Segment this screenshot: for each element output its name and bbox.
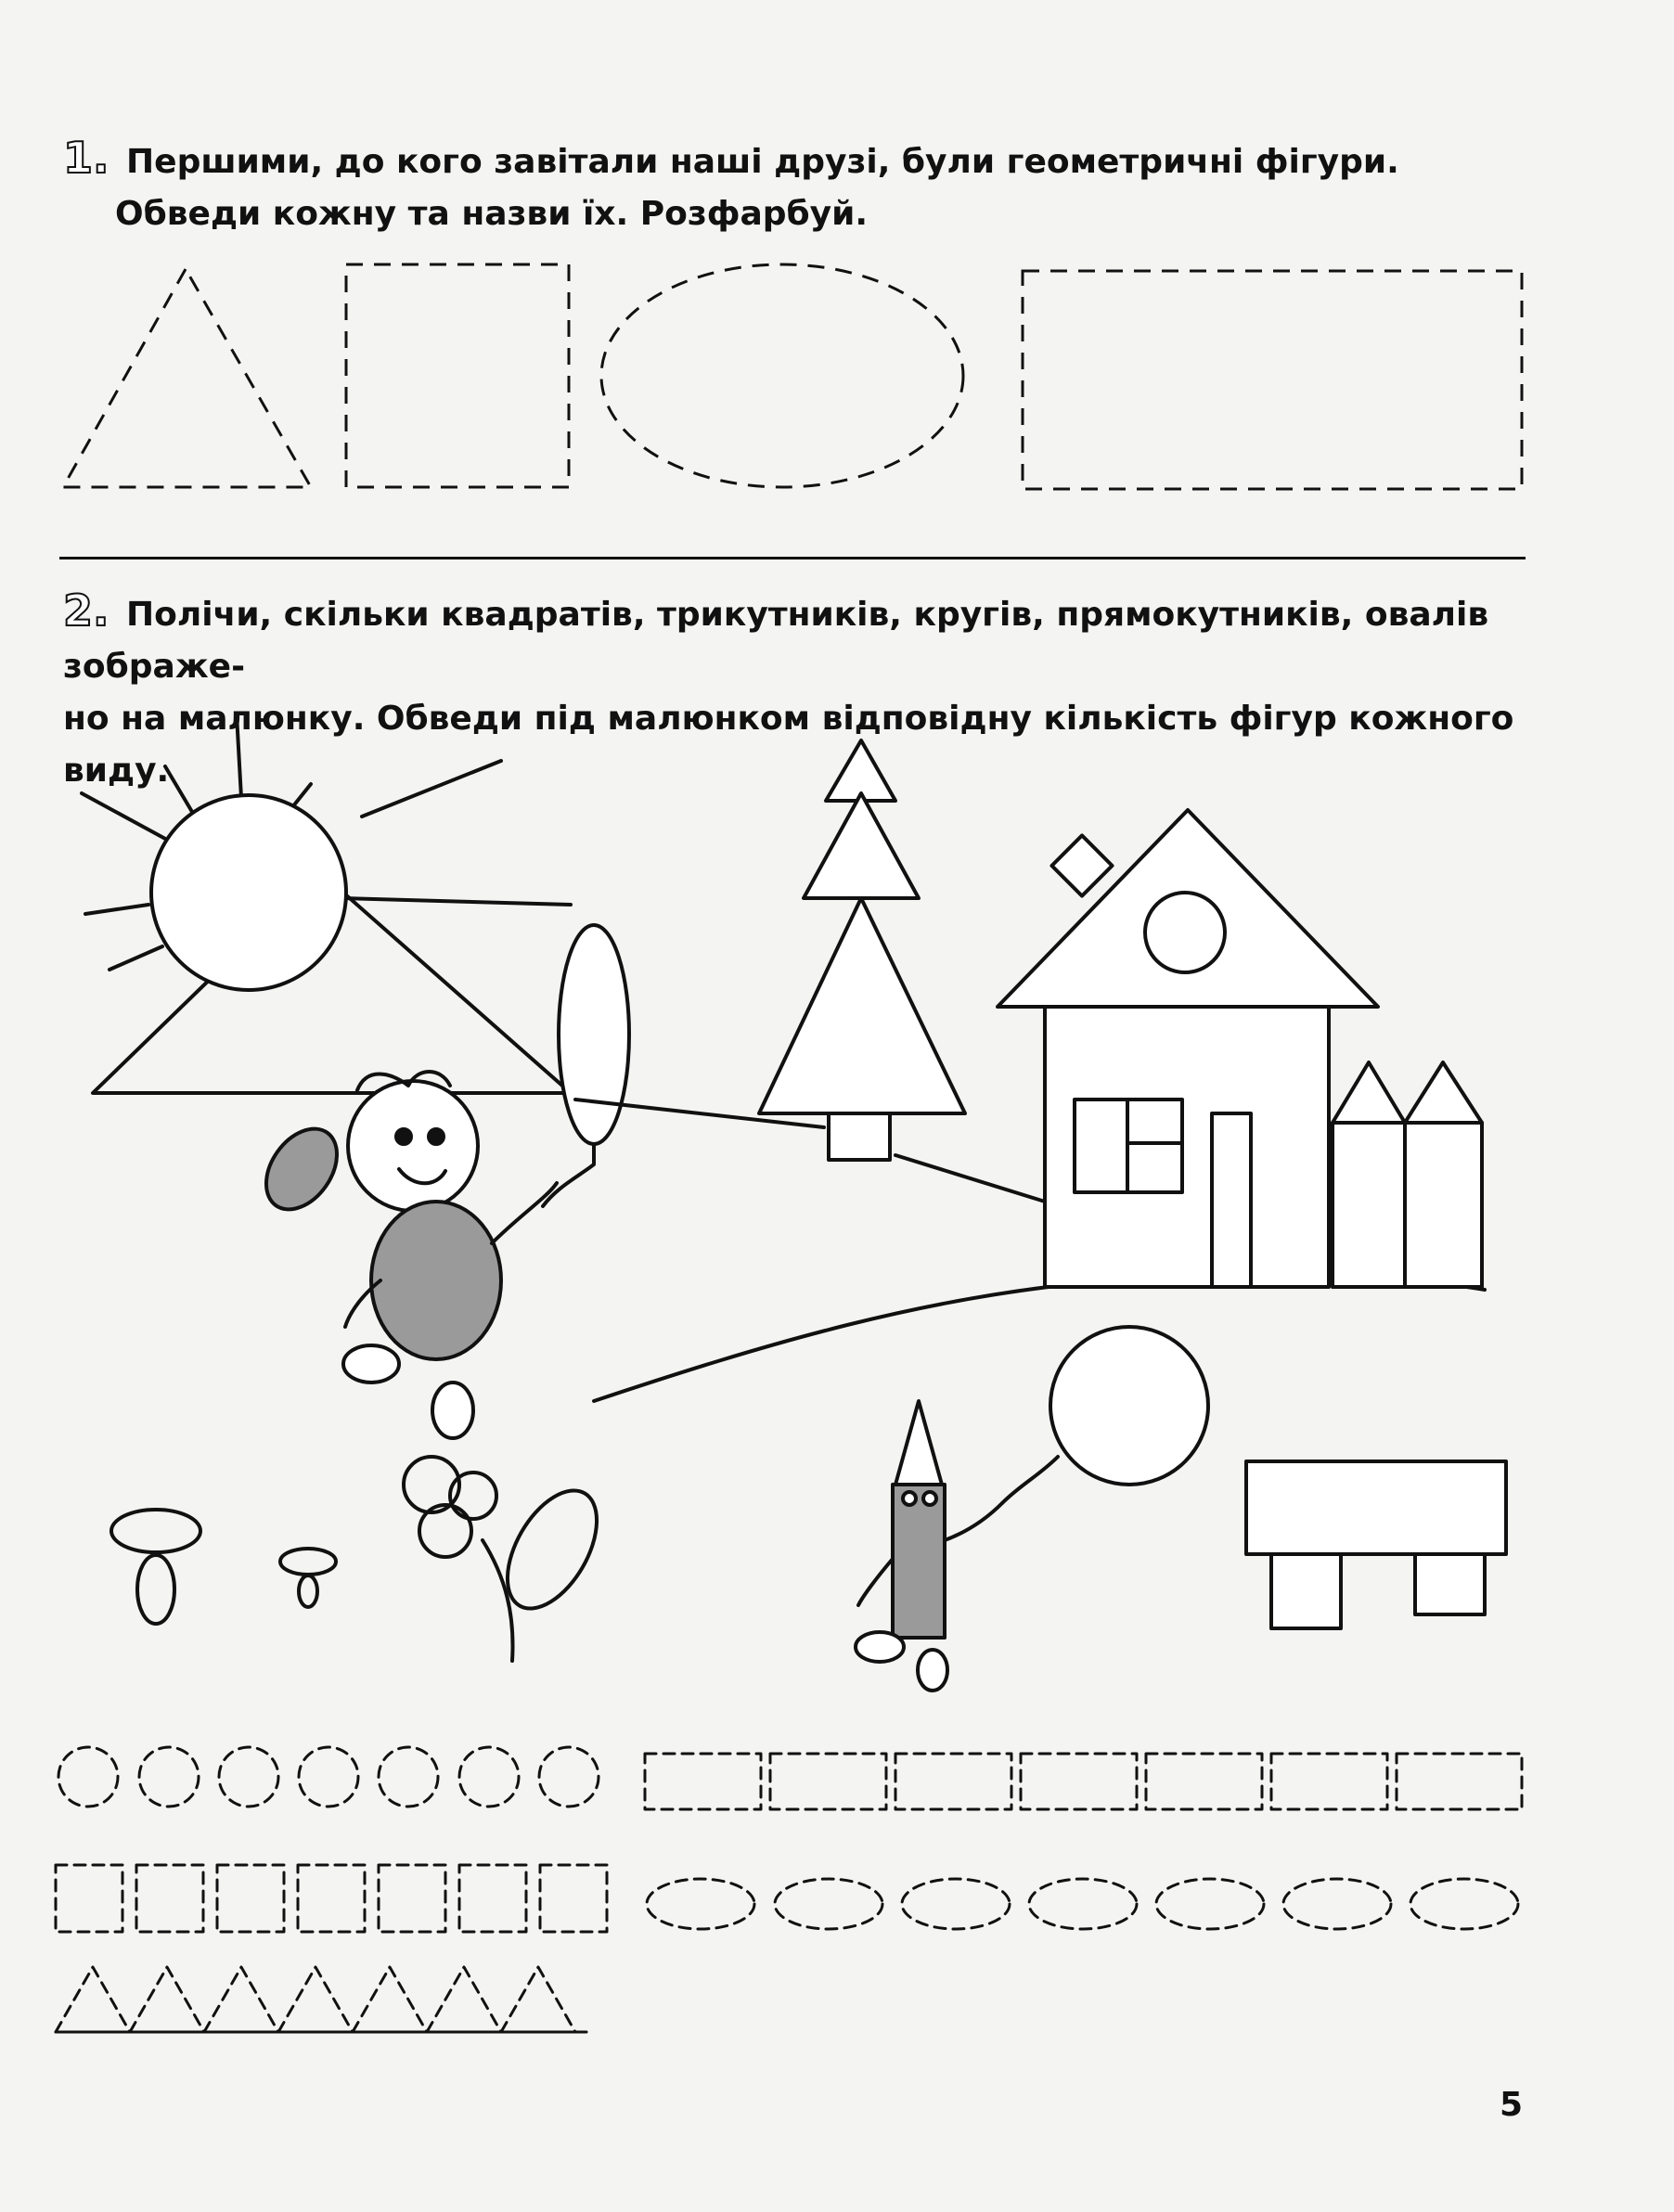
trace-circle[interactable] (139, 1747, 199, 1807)
tree-triangle-big (759, 898, 965, 1113)
trace-triangles-row (56, 1967, 594, 2032)
balloon-string (543, 1144, 594, 1206)
table (1246, 1461, 1506, 1628)
boy-eye (429, 1129, 444, 1144)
balloon-string (1002, 1457, 1058, 1503)
sun-ray (292, 784, 311, 807)
trace-squares-row (56, 1865, 607, 1932)
hill-line (594, 1277, 1485, 1401)
sun-ray (362, 761, 501, 817)
mushroom-small (280, 1549, 336, 1607)
table-leg (1415, 1554, 1485, 1614)
sun-ray (165, 766, 195, 817)
trace-oval[interactable] (1156, 1879, 1264, 1929)
trace-rectangle[interactable] (1146, 1754, 1262, 1809)
flower-circle (419, 1505, 471, 1557)
sun-ray (85, 905, 148, 914)
sun-ray (343, 898, 571, 905)
trace-square[interactable] (379, 1865, 445, 1932)
mushroom-cap (280, 1549, 336, 1575)
table-leg (1271, 1554, 1341, 1628)
trace-triangle[interactable] (427, 1967, 501, 2032)
sun-circle (151, 795, 346, 990)
mushroom-stem (137, 1555, 174, 1624)
sun-ray (82, 793, 167, 840)
boy-head (348, 1081, 478, 1211)
trace-circle[interactable] (379, 1747, 438, 1807)
trace-triangle[interactable] (353, 1967, 427, 2032)
trace-triangle[interactable] (204, 1967, 278, 2032)
trace-triangle[interactable] (130, 1967, 204, 2032)
trace-ovals-row (647, 1879, 1518, 1929)
trace-rectangle[interactable] (645, 1754, 761, 1809)
trace-rectangle[interactable] (1021, 1754, 1137, 1809)
house-chimney (1051, 835, 1112, 895)
task-1-number: 1. (63, 133, 109, 183)
ground-line (895, 1155, 1045, 1202)
tower-right (1405, 1123, 1482, 1287)
trace-circles-row (58, 1747, 599, 1807)
boy-ear (251, 1115, 351, 1222)
pencil-arm (858, 1559, 893, 1605)
sun (82, 714, 571, 1093)
balloon-circle (1050, 1327, 1208, 1485)
boy-foot (343, 1345, 399, 1382)
trace-rectangles-row (645, 1754, 1522, 1809)
house-round-window (1145, 893, 1225, 972)
flower (404, 1457, 615, 1661)
house-door (1212, 1113, 1251, 1287)
pencil-tip (895, 1401, 942, 1485)
tower-right-roof (1405, 1062, 1482, 1123)
pencil-arm (945, 1503, 1002, 1540)
trace-oval[interactable] (902, 1879, 1010, 1929)
trace-oval[interactable] (1029, 1879, 1137, 1929)
trace-square[interactable] (217, 1865, 284, 1932)
trace-rectangle[interactable] (770, 1754, 886, 1809)
pencil-illustration (856, 1401, 1002, 1691)
tree (759, 740, 965, 1160)
trace-triangle[interactable] (278, 1967, 353, 2032)
mushroom-large (111, 1510, 200, 1624)
trace-circle[interactable] (459, 1747, 519, 1807)
tower-left (1333, 1123, 1405, 1287)
trace-circle[interactable] (539, 1747, 599, 1807)
trace-square[interactable] (540, 1865, 607, 1932)
task-1-text-2: Обведи кожну та назви їх. Розфарбуй. (115, 195, 869, 233)
pencil-foot (918, 1650, 947, 1691)
pencil-foot (856, 1632, 904, 1662)
trace-triangle[interactable] (501, 1967, 575, 2032)
boy-body (371, 1202, 501, 1359)
task-2-text-1: Полічи, скільки квадратів, трикутників, кругів, прямокутників, овалів зображе- (63, 596, 1489, 686)
page-number: 5 (1500, 2086, 1524, 2124)
task-1-text-1: Першими, до кого завітали наші друзі, були геометричні фігури. (126, 143, 1399, 181)
trace-oval[interactable] (775, 1879, 882, 1929)
trace-circle[interactable] (58, 1747, 118, 1807)
trace-rectangle[interactable] (895, 1754, 1011, 1809)
boy-arm (492, 1183, 557, 1243)
table-top (1246, 1461, 1506, 1554)
tree-triangle-mid (804, 793, 919, 898)
mushroom-cap (111, 1510, 200, 1552)
boy-eye (396, 1129, 411, 1144)
balloon-oval (559, 925, 629, 1144)
pencil-eye (903, 1492, 916, 1505)
trace-square[interactable] (56, 1865, 122, 1932)
flower-stem (483, 1540, 513, 1661)
trace-rectangle[interactable] (1397, 1754, 1522, 1809)
mushroom-stem (299, 1575, 317, 1607)
pencil-body (893, 1485, 945, 1638)
trace-square[interactable] (298, 1865, 365, 1932)
sun-ray (237, 714, 241, 798)
trace-oval[interactable] (1410, 1879, 1518, 1929)
house (998, 810, 1482, 1287)
pencil-eye (923, 1492, 936, 1505)
trace-oval[interactable] (647, 1879, 754, 1929)
task-2-text-2: но на малюнку. Обведи під малюнком відповідну кількість фігур кожного виду. (63, 700, 1514, 790)
trace-circle[interactable] (219, 1747, 278, 1807)
trace-circle[interactable] (299, 1747, 358, 1807)
boy-foot (432, 1382, 473, 1438)
tower-left-roof (1333, 1062, 1405, 1123)
trace-oval[interactable] (1283, 1879, 1391, 1929)
task-2-number: 2. (63, 585, 109, 636)
trace-square[interactable] (459, 1865, 526, 1932)
sun-ray (109, 946, 162, 970)
trace-square[interactable] (136, 1865, 203, 1932)
boy-illustration (251, 1072, 557, 1438)
trace-triangle[interactable] (56, 1967, 130, 2032)
trace-rectangle[interactable] (1271, 1754, 1387, 1809)
tree-trunk (829, 1113, 890, 1160)
